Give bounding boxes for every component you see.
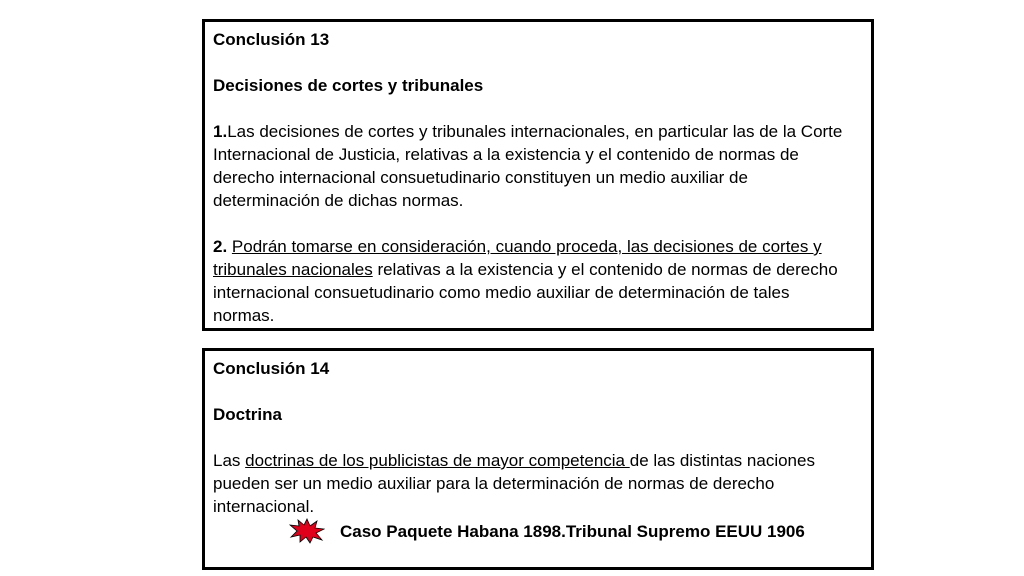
- doctrina-paragraph-line: internacional.: [213, 497, 315, 516]
- paragraph-2-underlined: tribunales nacionales: [213, 260, 373, 279]
- paragraph-1-line: 1.Las decisiones de cortes y tribunales internacionales, en particular las de la Corte: [213, 122, 843, 141]
- conclusion-14-subtitle: Doctrina: [213, 405, 282, 424]
- paragraph-1-line: derecho internacional consuetudinario constituyen un medio auxiliar de: [213, 168, 748, 187]
- paragraph-1-line: Internacional de Justicia, relativas a la existencia y el contenido de normas de: [213, 145, 799, 164]
- conclusion-14-box: [202, 348, 874, 570]
- paragraph-1-line: determinación de dichas normas.: [213, 191, 464, 210]
- conclusion-13-box: [202, 19, 874, 331]
- conclusion-13-subtitle: Decisiones de cortes y tribunales: [213, 76, 484, 95]
- conclusion-14-title: Conclusión 14: [213, 359, 330, 378]
- doctrina-paragraph-line: Las doctrinas de los publicistas de mayor competencia de las distintas naciones: [213, 451, 815, 470]
- doctrina-underlined: doctrinas de los publicistas de mayor competencia: [245, 451, 630, 470]
- conclusion-13-title: Conclusión 13: [213, 30, 330, 49]
- paragraph-2-underlined: Podrán tomarse en consideración, cuando proceda, las decisiones de cortes y: [231, 237, 822, 256]
- paragraph-2-line: [213, 235, 863, 258]
- doctrina-paragraph-line: pueden ser un medio auxiliar para la determinación de normas de derecho: [213, 474, 775, 493]
- paragraph-1-number: 1.: [213, 122, 228, 141]
- paragraph-2-line: internacional consuetudinario como medio auxiliar de determinación de tales: [213, 283, 790, 302]
- case-text: Caso Paquete Habana 1898.Tribunal Supremo EEUU 1906: [340, 521, 805, 541]
- explosion-burst-icon: [289, 518, 325, 544]
- paragraph-2-number: 2.: [213, 237, 228, 256]
- paragraph-2-line: normas.: [213, 306, 275, 325]
- case-reference: [289, 518, 863, 544]
- paragraph-2-line: tribunales nacionales relativas a la existencia y el contenido de normas de derecho: [213, 260, 838, 279]
